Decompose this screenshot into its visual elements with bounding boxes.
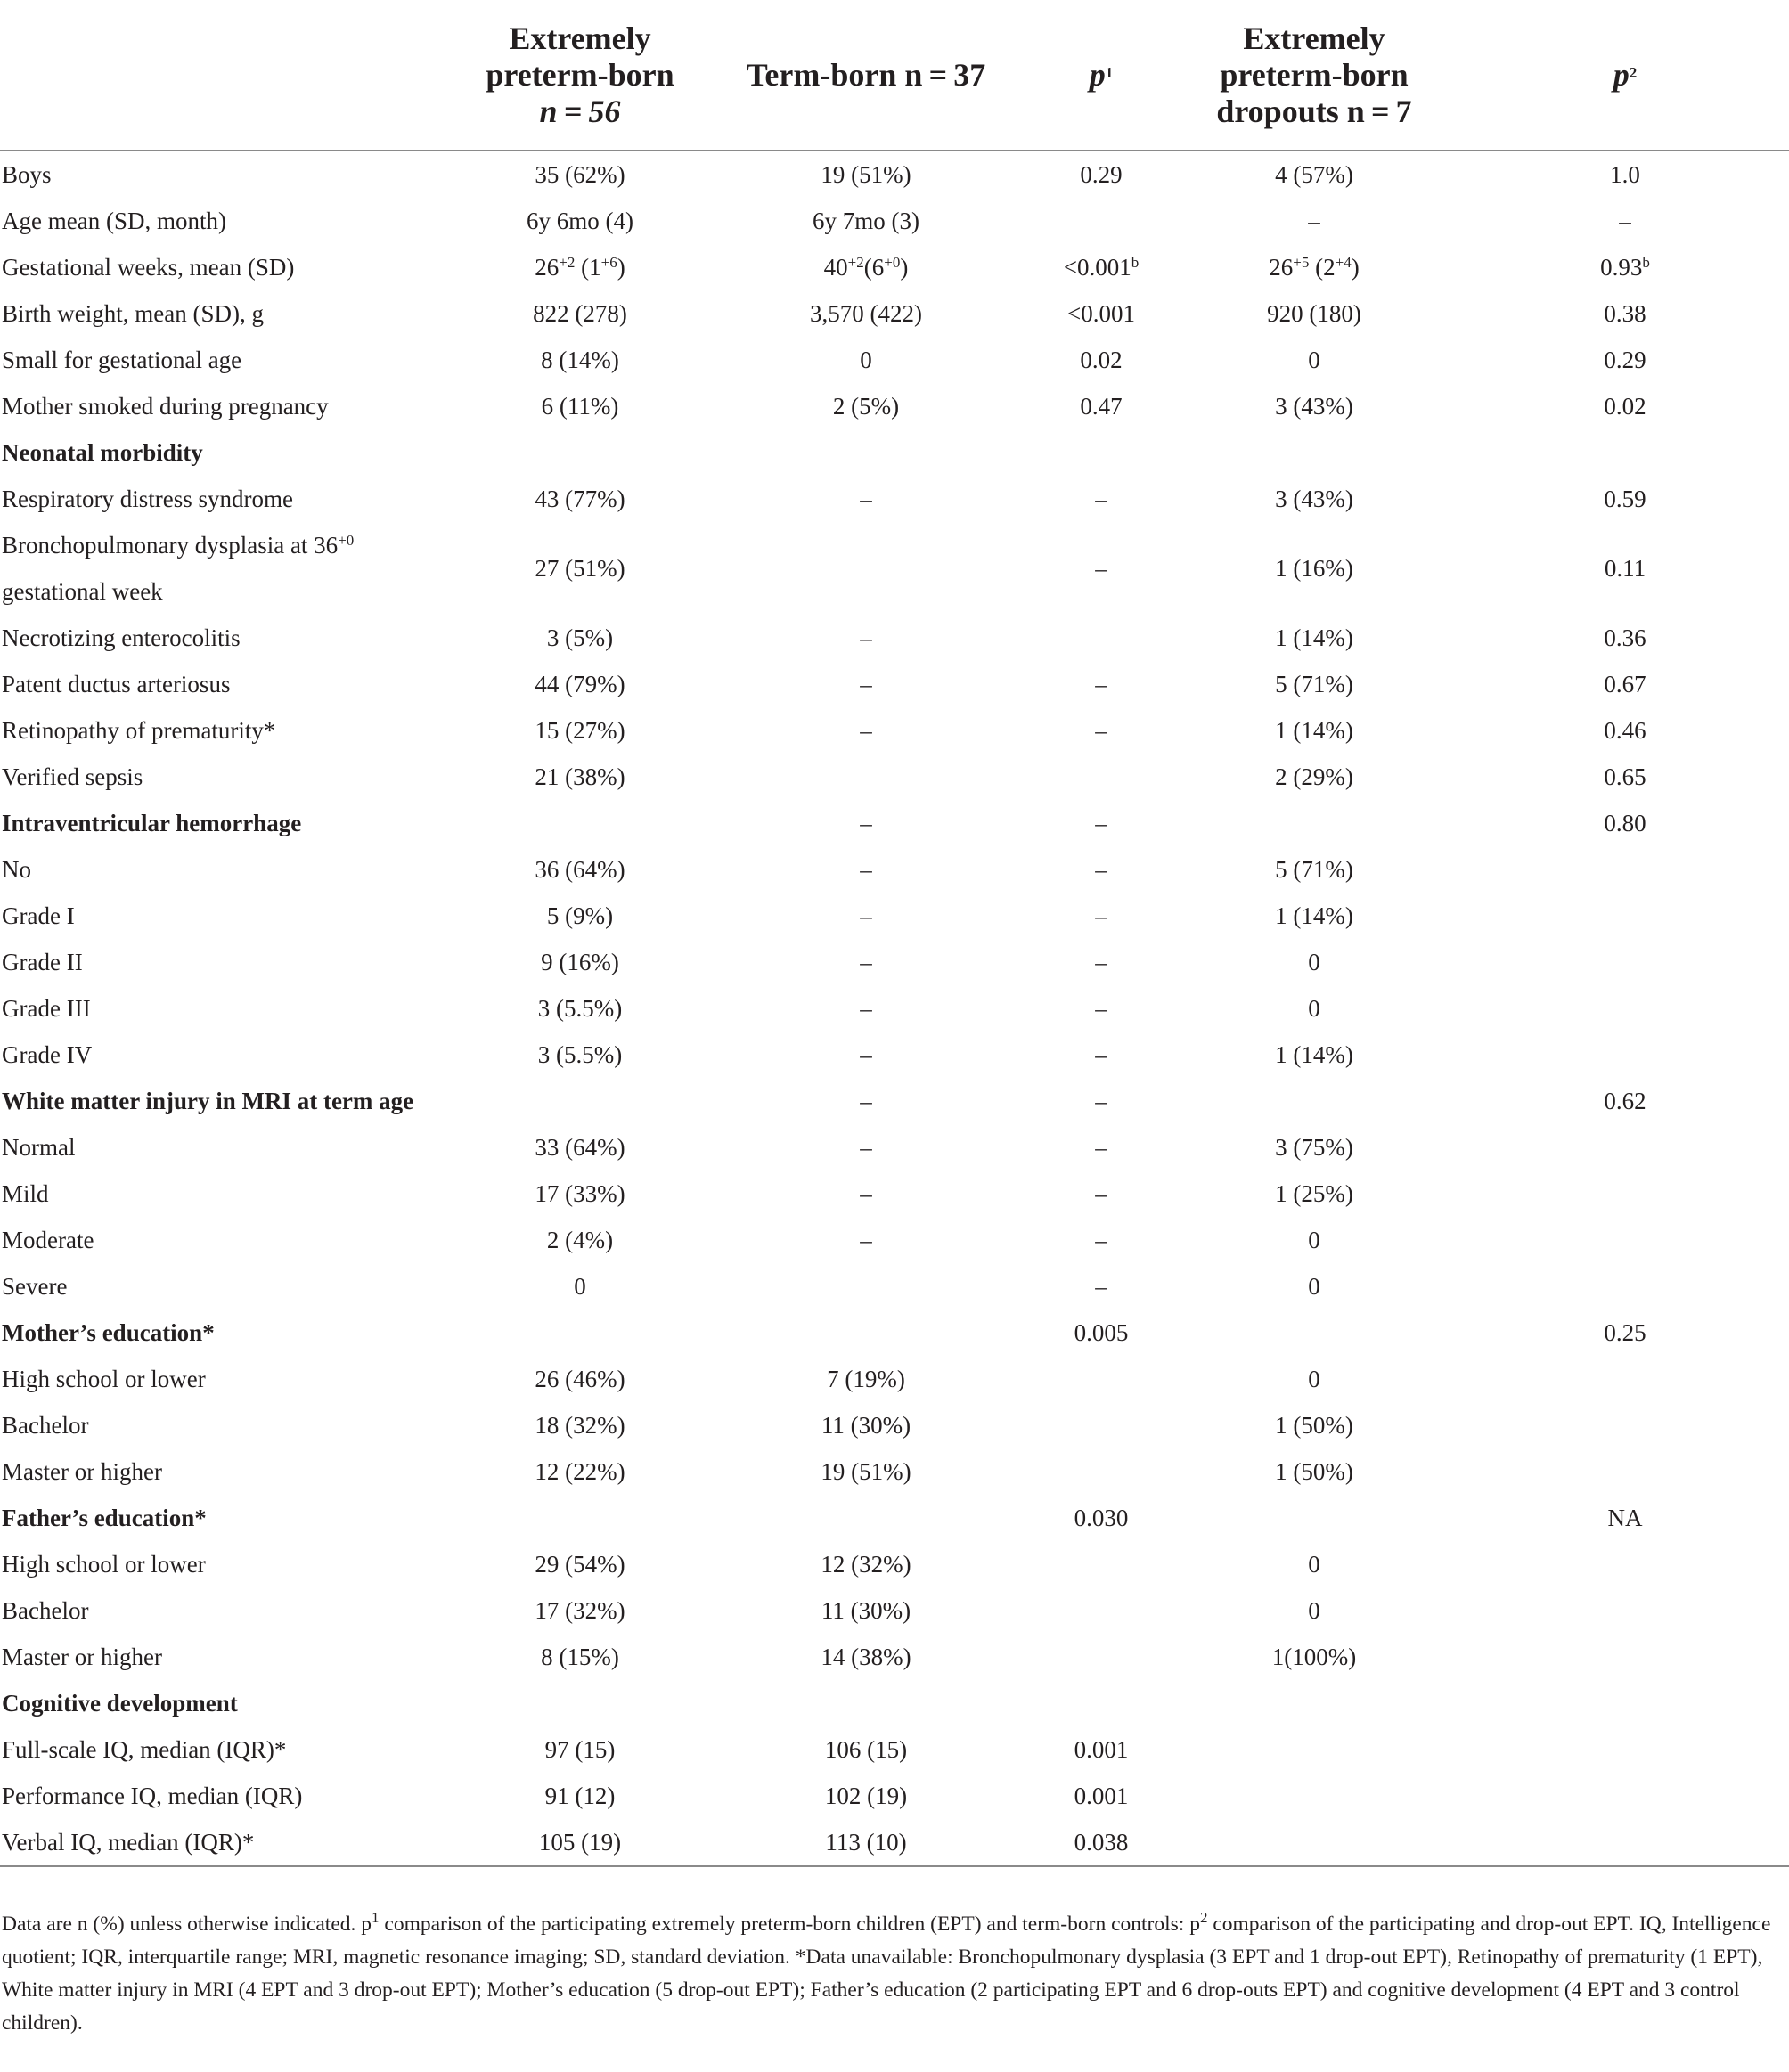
cell-p1: – xyxy=(1095,1180,1107,1207)
row-label: Neonatal morbidity xyxy=(2,439,203,466)
cell-extremely-preterm: 6y 6mo (4) xyxy=(527,208,633,234)
cell-term-born: – xyxy=(860,1180,872,1207)
table-row xyxy=(0,1124,1789,1171)
row-label: Age mean (SD, month) xyxy=(2,208,226,234)
cell-term-born xyxy=(697,429,1035,476)
cell-extremely-preterm: 18 (32%) xyxy=(535,1412,625,1439)
section-row xyxy=(0,1495,1789,1541)
cell-term-born xyxy=(697,1263,1035,1309)
row-label: Small for gestational age xyxy=(2,347,242,373)
cell-p1: 0.001 xyxy=(1074,1736,1129,1763)
cell-extremely-preterm: 35 (62%) xyxy=(535,161,625,188)
cell-p2: 0.46 xyxy=(1604,717,1646,744)
cell-p2 xyxy=(1461,893,1789,939)
cell-p1: – xyxy=(1095,485,1107,512)
cell-dropouts: 0 xyxy=(1308,949,1320,975)
cell-p1: – xyxy=(1095,555,1107,582)
cell-dropouts: 2 (29%) xyxy=(1275,763,1353,790)
cell-term-born: 102 (19) xyxy=(824,1782,908,1809)
cell-p2 xyxy=(1461,1726,1789,1773)
cell-extremely-preterm: 26 (46%) xyxy=(535,1366,625,1392)
cell-p2: 0.80 xyxy=(1604,810,1646,836)
header-dropouts: Extremely preterm-born dropouts n = 7 xyxy=(1167,0,1461,151)
cell-term-born xyxy=(697,1495,1035,1541)
cell-extremely-preterm: 0 xyxy=(574,1273,586,1300)
row-label: Verbal IQ, median (IQR)* xyxy=(0,1819,463,1866)
cell-extremely-preterm: 2 (4%) xyxy=(546,1227,614,1253)
table-row xyxy=(0,476,1789,522)
cell-dropouts xyxy=(1167,800,1461,846)
table-row xyxy=(0,615,1789,661)
row-label: High school or lower xyxy=(2,1551,206,1578)
cell-dropouts xyxy=(1167,429,1461,476)
cell-extremely-preterm xyxy=(463,1680,697,1726)
cell-dropouts: 920 (180) xyxy=(1267,300,1361,327)
cell-dropouts: 1 (14%) xyxy=(1275,902,1353,929)
table-row xyxy=(0,1448,1789,1495)
cell-p1 xyxy=(1035,1587,1167,1634)
cell-p1: 0.005 xyxy=(1074,1319,1129,1346)
table-row xyxy=(0,244,1789,290)
table-row xyxy=(0,383,1789,429)
cell-p1 xyxy=(1035,615,1167,661)
cell-p2 xyxy=(1461,1541,1789,1587)
cell-p2: 1.0 xyxy=(1610,161,1640,188)
cell-dropouts: 1 (50%) xyxy=(1275,1412,1353,1439)
cell-extremely-preterm: 8 (15%) xyxy=(541,1644,619,1670)
table-row xyxy=(0,939,1789,985)
row-label: Gestational weeks, mean (SD) xyxy=(2,254,295,281)
cell-term-born: – xyxy=(860,995,872,1022)
cell-extremely-preterm: 17 (32%) xyxy=(535,1597,625,1624)
cell-p2 xyxy=(1461,1356,1789,1402)
row-label: Normal xyxy=(2,1134,76,1161)
row-label: Patent ductus arteriosus xyxy=(2,671,231,697)
cell-p1: – xyxy=(1095,717,1107,744)
cell-extremely-preterm xyxy=(463,429,697,476)
cell-p1: 0.038 xyxy=(1035,1819,1167,1866)
cell-p1 xyxy=(1035,1680,1167,1726)
cell-p2: 0.25 xyxy=(1604,1319,1646,1346)
cell-term-born: – xyxy=(860,485,872,512)
cell-p1: – xyxy=(1095,1273,1107,1300)
table-row xyxy=(0,1634,1789,1680)
table-row xyxy=(0,893,1789,939)
cell-term-born: – xyxy=(860,671,872,697)
cell-p1 xyxy=(1035,1356,1167,1402)
cell-p2: 0.65 xyxy=(1604,763,1646,790)
cell-dropouts: 3 (43%) xyxy=(1275,393,1353,420)
table-row xyxy=(0,707,1789,754)
cell-p2 xyxy=(1461,1819,1789,1866)
row-label: Necrotizing enterocolitis xyxy=(2,624,241,651)
header-label-column xyxy=(0,0,463,151)
cell-extremely-preterm: 17 (33%) xyxy=(535,1180,625,1207)
cell-dropouts xyxy=(1167,1680,1461,1726)
cell-p1: 0.29 xyxy=(1080,161,1123,188)
cell-p1: – xyxy=(1095,1134,1107,1161)
cell-dropouts: 0 xyxy=(1308,1227,1320,1253)
cell-p2 xyxy=(1461,1217,1789,1263)
row-label: Verified sepsis xyxy=(2,763,143,790)
cell-p2 xyxy=(1461,846,1789,893)
table-header-row xyxy=(0,0,1789,151)
cell-term-born: – xyxy=(860,856,872,883)
row-label: Grade I xyxy=(2,902,75,929)
section-row xyxy=(0,1680,1789,1726)
cell-dropouts xyxy=(1167,1495,1461,1541)
cell-extremely-preterm: 8 (14%) xyxy=(541,347,619,373)
header-extremely-preterm: Extremely preterm-born n = 56 xyxy=(463,0,697,151)
row-label: Performance IQ, median (IQR) xyxy=(2,1782,303,1809)
cell-extremely-preterm: 21 (38%) xyxy=(535,763,625,790)
cell-p1: 0.001 xyxy=(1074,1782,1129,1809)
table-row xyxy=(0,1819,1789,1866)
row-label: Bronchopulmonary dysplasia at $36^{+0}$ gestational week xyxy=(2,532,355,605)
cell-term-born: 7 (19%) xyxy=(827,1366,905,1392)
row-label: Bachelor xyxy=(2,1597,89,1624)
cell-dropouts: 5 (71%) xyxy=(1275,856,1353,883)
cell-term-born: 6y 7mo (3) xyxy=(813,208,919,234)
cell-term-born: – xyxy=(860,902,872,929)
section-row xyxy=(0,800,1789,846)
cell-p1 xyxy=(1035,1402,1167,1448)
table-row xyxy=(0,1263,1789,1309)
row-label: Mother’s education* xyxy=(2,1319,215,1346)
row-label: Birth weight, mean (SD), g xyxy=(2,300,264,327)
cell-p1: 0.47 xyxy=(1080,393,1123,420)
table-row xyxy=(0,1726,1789,1773)
cell-extremely-preterm: 3 (5.5%) xyxy=(537,995,623,1022)
cell-p2: 0.59 xyxy=(1604,485,1646,512)
row-label: Moderate xyxy=(2,1227,94,1253)
cell-p2: NA xyxy=(1607,1505,1643,1531)
header-p2: $p^2$ xyxy=(1461,0,1789,151)
cell-p2: 0.11 xyxy=(1604,555,1646,582)
cell-dropouts: 3 (75%) xyxy=(1275,1134,1353,1161)
cell-p2 xyxy=(1461,985,1789,1032)
cell-p1: – xyxy=(1095,1088,1107,1114)
table-row xyxy=(0,1587,1789,1634)
cell-dropouts: 0 xyxy=(1308,347,1320,373)
cell-extremely-preterm: 36 (64%) xyxy=(535,856,625,883)
table-footnote: Data are n (%) unless otherwise indicated. $p^1$ comparison of the participating extremely preterm-born children (EPT) and term-born controls: $p^2$ comparison of the participating and drop-out EPT. IQ, Intelligence quotient; IQR, interquartile range; MRI, magnetic resonance imaging; SD, standard deviation. *Data unavailable: Bronchopulmonary dysplasia (3 EPT and 1 drop-out EPT), Retinopathy of prematurity (1 EPT), White matter injury in MRI (4 EPT and 3 drop-out EPT); Mother’s education (5 drop-out EPT); Father’s education (2 participating EPT and 6 drop-outs EPT) and cognitive development (4 EPT and 3 control children). xyxy=(2,1909,1771,2035)
cell-term-born: – xyxy=(860,1227,872,1253)
cell-p2: 0.02 xyxy=(1604,393,1646,420)
cell-p2 xyxy=(1461,1402,1789,1448)
cell-term-born: – xyxy=(860,949,872,975)
cell-p1: – xyxy=(1095,902,1107,929)
cell-term-born: 0 xyxy=(860,347,872,373)
cell-p1: 0.030 xyxy=(1074,1505,1129,1531)
row-label: Bachelor xyxy=(2,1412,89,1439)
cell-term-born: 19 (51%) xyxy=(821,161,911,188)
cell-p1: 0.02 xyxy=(1080,347,1123,373)
section-row xyxy=(0,1078,1789,1124)
cell-p2: 0.38 xyxy=(1604,300,1646,327)
cell-p1 xyxy=(1035,198,1167,244)
section-row xyxy=(0,429,1789,476)
cell-term-born: – xyxy=(860,1088,872,1114)
cell-p2 xyxy=(1461,1773,1789,1819)
cell-extremely-preterm: 9 (16%) xyxy=(541,949,619,975)
table-row xyxy=(0,1541,1789,1587)
table-row xyxy=(0,337,1789,383)
row-label: Full-scale IQ, median (IQR)* xyxy=(2,1736,287,1763)
cell-extremely-preterm: 822 (278) xyxy=(533,300,627,327)
cell-dropouts: 1 (25%) xyxy=(1275,1180,1353,1207)
cell-dropouts: $26^{+5}$ $(2^{+4})$ xyxy=(1269,254,1360,281)
cell-p2 xyxy=(1461,1171,1789,1217)
cell-term-born xyxy=(697,522,1035,615)
cell-dropouts: 1 (14%) xyxy=(1275,624,1353,651)
cell-p2: 0.62 xyxy=(1604,1088,1646,1114)
table-row xyxy=(0,1402,1789,1448)
cell-term-born: – xyxy=(860,624,872,651)
cell-dropouts xyxy=(1167,1309,1461,1356)
cell-extremely-preterm: 33 (64%) xyxy=(535,1134,625,1161)
table-row xyxy=(0,1356,1789,1402)
cell-dropouts xyxy=(1167,1819,1461,1866)
cell-p2 xyxy=(1461,1680,1789,1726)
cell-extremely-preterm: 105 (19) xyxy=(463,1819,697,1866)
cell-p1: – xyxy=(1095,1227,1107,1253)
table-row xyxy=(0,198,1789,244)
row-label: Master or higher xyxy=(2,1644,162,1670)
table-row xyxy=(0,1773,1789,1819)
cell-extremely-preterm: 3 (5%) xyxy=(546,624,614,651)
cell-extremely-preterm: 91 (12) xyxy=(544,1782,616,1809)
row-label: Master or higher xyxy=(2,1458,162,1485)
row-label: Cognitive development xyxy=(2,1690,238,1717)
cell-p1 xyxy=(1035,1541,1167,1587)
table-body xyxy=(0,151,1789,1866)
cell-extremely-preterm: 43 (77%) xyxy=(535,485,625,512)
cell-extremely-preterm: 27 (51%) xyxy=(535,555,625,582)
cell-extremely-preterm: 97 (15) xyxy=(544,1736,616,1763)
table-row xyxy=(0,661,1789,707)
cell-term-born: – xyxy=(860,717,872,744)
cell-p2 xyxy=(1461,1263,1789,1309)
cell-dropouts: 0 xyxy=(1308,1551,1320,1578)
table-row xyxy=(0,522,1789,615)
cell-p2 xyxy=(1461,1634,1789,1680)
cell-extremely-preterm xyxy=(463,1309,697,1356)
cell-dropouts: 3 (43%) xyxy=(1275,485,1353,512)
cell-p2 xyxy=(1461,939,1789,985)
cell-p1: – xyxy=(1095,856,1107,883)
cell-term-born: 12 (32%) xyxy=(821,1551,911,1578)
row-label: White matter injury in MRI at term age xyxy=(2,1088,414,1114)
cell-p1: <0.001$^b$ xyxy=(1063,254,1140,281)
cell-extremely-preterm xyxy=(463,800,697,846)
row-label: Father’s education* xyxy=(2,1505,207,1531)
cell-term-born xyxy=(697,754,1035,800)
cell-dropouts: 1 (14%) xyxy=(1275,1041,1353,1068)
cell-p1: – xyxy=(1095,1041,1107,1068)
cell-p1 xyxy=(1035,1634,1167,1680)
table-row xyxy=(0,985,1789,1032)
row-label: Grade III xyxy=(2,995,91,1022)
cell-term-born: – xyxy=(860,810,872,836)
row-label: Grade II xyxy=(2,949,83,975)
table-row xyxy=(0,1171,1789,1217)
cell-extremely-preterm: 5 (9%) xyxy=(546,902,614,929)
cell-dropouts: 1 (50%) xyxy=(1275,1458,1353,1485)
row-label: Severe xyxy=(2,1273,68,1300)
cell-p1: – xyxy=(1095,671,1107,697)
table-row xyxy=(0,1217,1789,1263)
table-row xyxy=(0,754,1789,800)
cell-extremely-preterm: 44 (79%) xyxy=(535,671,625,697)
cell-dropouts: – xyxy=(1308,208,1320,234)
row-label: No xyxy=(2,856,31,883)
cell-term-born: 3,570 (422) xyxy=(810,300,922,327)
cell-p2 xyxy=(1461,1587,1789,1634)
cell-term-born: 2 (5%) xyxy=(832,393,900,420)
cell-term-born xyxy=(697,1680,1035,1726)
cell-p2: – xyxy=(1619,208,1631,234)
cell-p2 xyxy=(1461,1124,1789,1171)
cell-p2: 0.36 xyxy=(1604,624,1646,651)
row-label: Mild xyxy=(2,1180,49,1207)
cell-term-born: $40^{+2}(6^{+0})$ xyxy=(823,254,909,281)
cell-dropouts xyxy=(1167,1773,1461,1819)
cell-dropouts: 5 (71%) xyxy=(1275,671,1353,697)
cell-term-born: 11 (30%) xyxy=(821,1412,911,1439)
cell-term-born: 19 (51%) xyxy=(821,1458,911,1485)
cell-term-born: 106 (15) xyxy=(824,1736,908,1763)
cell-term-born: – xyxy=(860,1134,872,1161)
cell-p1 xyxy=(1035,754,1167,800)
row-label: Mother smoked during pregnancy xyxy=(2,393,329,420)
cell-p1: <0.001 xyxy=(1067,300,1135,327)
cell-p2: 0.67 xyxy=(1604,671,1646,697)
cell-extremely-preterm: $26^{+2}$ $(1^{+6})$ xyxy=(535,254,625,281)
cell-p1 xyxy=(1035,429,1167,476)
cell-p1: – xyxy=(1095,810,1107,836)
cell-p2: 0.29 xyxy=(1604,347,1646,373)
cell-extremely-preterm xyxy=(463,1078,697,1124)
row-label: Boys xyxy=(2,161,52,188)
cell-p2 xyxy=(1461,1448,1789,1495)
cell-term-born: – xyxy=(860,1041,872,1068)
row-label: High school or lower xyxy=(2,1366,206,1392)
cell-term-born: 11 (30%) xyxy=(821,1597,911,1624)
cell-term-born: 14 (38%) xyxy=(821,1644,911,1670)
cell-dropouts xyxy=(1167,1726,1461,1773)
cell-term-born: 113 (10) xyxy=(697,1819,1035,1866)
cell-dropouts: 0 xyxy=(1308,1366,1320,1392)
header-p1: $p^1$ xyxy=(1035,0,1167,151)
cell-dropouts: 0 xyxy=(1308,1273,1320,1300)
cell-extremely-preterm: 3 (5.5%) xyxy=(537,1041,623,1068)
row-label: Intraventricular hemorrhage xyxy=(2,810,302,836)
row-label: Grade IV xyxy=(2,1041,93,1068)
cell-extremely-preterm xyxy=(463,1495,697,1541)
cell-extremely-preterm: 15 (27%) xyxy=(535,717,625,744)
cell-dropouts: 0 xyxy=(1308,1597,1320,1624)
cell-extremely-preterm: 29 (54%) xyxy=(535,1551,625,1578)
cell-p2 xyxy=(1461,1032,1789,1078)
cell-p1: – xyxy=(1095,995,1107,1022)
section-row xyxy=(0,1309,1789,1356)
cell-dropouts: 1 (14%) xyxy=(1275,717,1353,744)
cell-dropouts: 1(100%) xyxy=(1271,1644,1357,1670)
cell-extremely-preterm: 12 (22%) xyxy=(535,1458,625,1485)
cell-p2: 0.93$^b$ xyxy=(1600,254,1650,281)
cell-p1 xyxy=(1035,1448,1167,1495)
cell-p1: – xyxy=(1095,949,1107,975)
cell-term-born xyxy=(697,1309,1035,1356)
cell-dropouts: 1 (16%) xyxy=(1275,555,1353,582)
cell-dropouts: 4 (57%) xyxy=(1275,161,1353,188)
table-row xyxy=(0,846,1789,893)
row-label: Respiratory distress syndrome xyxy=(2,485,293,512)
cell-dropouts: 0 xyxy=(1308,995,1320,1022)
cell-extremely-preterm: 6 (11%) xyxy=(541,393,619,420)
cell-dropouts xyxy=(1167,1078,1461,1124)
table-row xyxy=(0,151,1789,198)
row-label: Retinopathy of prematurity* xyxy=(2,717,276,744)
cell-p2 xyxy=(1461,429,1789,476)
header-term-born: Term-born n = 37 xyxy=(697,0,1035,151)
table-row xyxy=(0,1032,1789,1078)
table-row xyxy=(0,290,1789,337)
